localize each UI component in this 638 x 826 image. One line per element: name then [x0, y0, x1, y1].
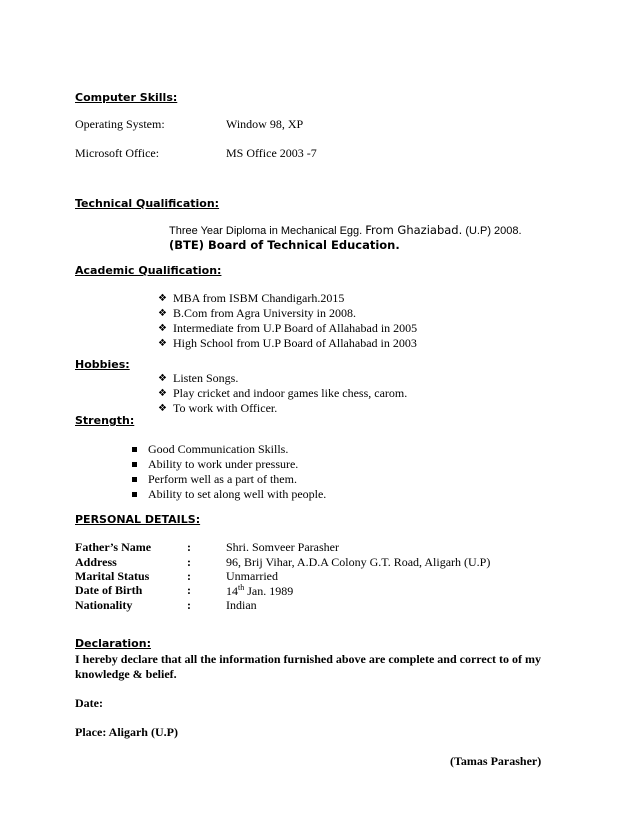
diamond-bullet-icon: ❖ — [158, 338, 167, 349]
personal-row-nationality — [75, 598, 555, 613]
personal-details-heading: PERSONAL DETAILS: — [75, 513, 201, 526]
address-value: 96, Brij Vihar, A.D.A Colony G.T. Road, Aligarh (U.P) — [226, 555, 491, 569]
colon: : — [187, 540, 191, 554]
declaration-line-2: knowledge & belief. — [75, 667, 177, 681]
personal-row-address — [75, 555, 555, 570]
dob-label: Date of Birth — [75, 583, 143, 597]
strength-heading: Strength: — [75, 414, 135, 427]
os-label: Operating System: — [75, 117, 165, 131]
diamond-bullet-icon: ❖ — [158, 403, 167, 414]
personal-row-dob — [75, 583, 555, 598]
marital-status-value: Unmarried — [226, 569, 278, 583]
father-name-value: Shri. Somveer Parasher — [226, 540, 339, 554]
colon: : — [187, 598, 191, 612]
square-bullet-icon — [132, 492, 137, 497]
office-value: MS Office 2003 -7 — [226, 146, 317, 160]
nationality-label: Nationality — [75, 598, 133, 612]
declaration-heading: Declaration: — [75, 637, 151, 650]
technical-line-1-b: From Ghaziabad. — [365, 223, 463, 237]
diamond-bullet-icon: ❖ — [158, 388, 167, 399]
declaration-line-1: I hereby declare that all the information furnished above are complete and correct to of my — [75, 652, 542, 666]
square-bullet-icon — [132, 447, 137, 452]
square-bullet-icon — [132, 462, 137, 467]
diamond-bullet-icon: ❖ — [158, 308, 167, 319]
office-label: Microsoft Office: — [75, 146, 160, 160]
date-label: Date: — [75, 696, 103, 710]
technical-line-2: (BTE) Board of Technical Education. — [169, 238, 400, 252]
os-value: Window 98, XP — [226, 117, 304, 131]
diamond-bullet-icon: ❖ — [158, 293, 167, 304]
colon: : — [187, 555, 191, 569]
personal-row-father — [75, 540, 555, 555]
computer-skills-heading: Computer Skills: — [75, 91, 178, 104]
address-label: Address — [75, 555, 117, 569]
colon: : — [187, 569, 191, 583]
technical-line-1 — [169, 223, 522, 238]
marital-status-label: Marital Status — [75, 569, 150, 583]
hobbies-heading: Hobbies: — [75, 358, 130, 371]
diamond-bullet-icon: ❖ — [158, 323, 167, 334]
technical-line-1-c: (U.P) 2008. — [462, 225, 522, 237]
place-label: Place: Aligarh (U.P) — [75, 725, 178, 739]
personal-row-marital — [75, 569, 555, 584]
dob-value: 14th Jan. 1989 — [226, 583, 294, 598]
diamond-bullet-icon: ❖ — [158, 373, 167, 384]
nationality-value: Indian — [226, 598, 257, 612]
signature-name: (Tamas Parasher) — [450, 754, 542, 768]
father-name-label: Father’s Name — [75, 540, 152, 554]
colon: : — [187, 583, 191, 597]
technical-line-1-a: Three Year Diploma in Mechanical Egg. — [169, 225, 366, 237]
square-bullet-icon — [132, 477, 137, 482]
academic-heading: Academic Qualification: — [75, 264, 222, 277]
technical-heading: Technical Qualification: — [75, 197, 220, 210]
